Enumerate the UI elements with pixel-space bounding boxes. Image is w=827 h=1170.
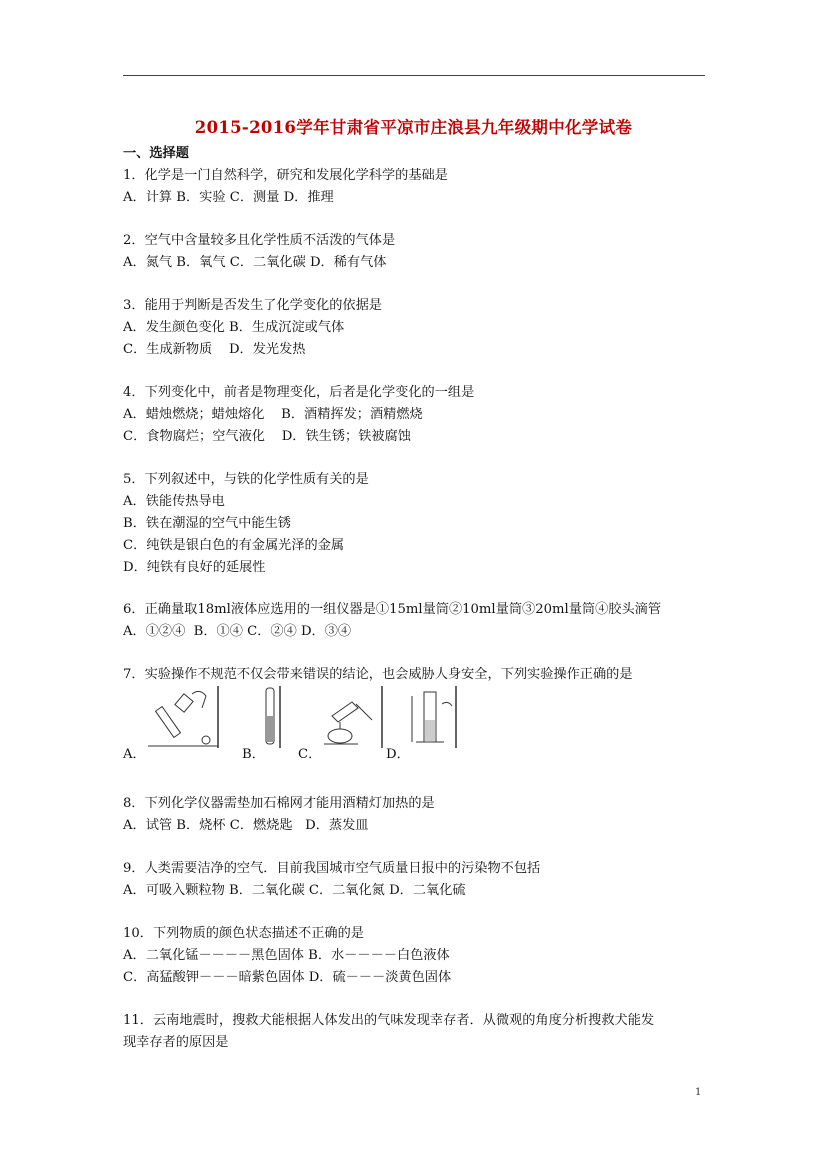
- question-4-options-cd: C．食物腐烂；空气液化 D．铁生锈；铁被腐蚀: [123, 429, 411, 444]
- question-10-options-ab: A．二氧化锰－－－－黑色固体 B．水－－－－白色液体: [123, 948, 450, 963]
- figure-c-alcohol-lamp: [318, 686, 384, 748]
- question-5-stem: 5．下列叙述中，与铁的化学性质有关的是: [123, 472, 369, 487]
- q7-label-c: C．: [298, 747, 322, 762]
- question-5-option-c: C．纯铁是银白色的有金属光泽的金属: [123, 538, 345, 553]
- page-number: 1: [695, 1087, 702, 1098]
- question-8-options: A．试管 B．烧杯 C．燃烧匙 D．蒸发皿: [123, 818, 369, 833]
- question-3-stem: 3．能用于判断是否发生了化学变化的依据是: [123, 298, 382, 313]
- question-5-option-b: B．铁在潮湿的空气中能生锈: [123, 516, 291, 531]
- section-heading: 一、选择题: [123, 146, 189, 161]
- question-9-stem: 9．人类需要洁净的空气．目前我国城市空气质量日报中的污染物不包括: [123, 861, 541, 876]
- question-5-option-a: A．铁能传热导电: [123, 494, 225, 509]
- question-9-options: A．可吸入颗粒物 B．二氧化碳 C．二氧化氮 D．二氧化硫: [123, 883, 466, 898]
- question-1-stem: 1．化学是一门自然科学，研究和发展化学科学的基础是: [123, 168, 448, 183]
- question-10-options-cd: C．高猛酸钾－－－暗紫色固体 D．硫－－－淡黄色固体: [123, 970, 452, 985]
- question-10-stem: 10．下列物质的颜色状态描述不正确的是: [123, 926, 364, 941]
- question-5-option-d: D．纯铁有良好的延展性: [123, 560, 266, 575]
- question-6-stem: 6．正确量取18ml液体应选用的一组仪器是①15ml量筒②10ml量筒③20ml量筒④胶头滴管: [123, 602, 662, 617]
- question-11-stem: 11．云南地震时，搜救犬能根据人体发出的气味发现幸存者．从微观的角度分析搜救犬能发: [123, 1013, 655, 1028]
- figure-d-graduated-cylinder: [402, 686, 458, 748]
- question-3-options-cd: C．生成新物质 D．发光发热: [123, 342, 306, 357]
- question-7-stem: 7．实验操作不规范不仅会带来错误的结论，也会威胁人身安全，下列实验操作正确的是: [123, 667, 633, 682]
- question-11-stem-cont: 现幸存者的原因是: [123, 1035, 229, 1050]
- q7-label-a: A．: [123, 747, 146, 762]
- question-6-options: A．①②④ B．①④ C．②④ D．③④: [123, 624, 352, 639]
- question-2-stem: 2．空气中含量较多且化学性质不活泼的气体是: [123, 233, 396, 248]
- question-1-options: A．计算 B．实验 C．测量 D．推理: [123, 190, 334, 205]
- question-8-stem: 8．下列化学仪器需垫加石棉网才能用酒精灯加热的是: [123, 796, 435, 811]
- page-title: 2015-2016学年甘肃省平凉市庄浪县九年级期中化学试卷: [194, 118, 633, 137]
- question-4-stem: 4．下列变化中，前者是物理变化，后者是化学变化的一组是: [123, 385, 475, 400]
- header-rule: [123, 75, 705, 76]
- question-2-options: A．氮气 B．氧气 C．二氧化碳 D．稀有气体: [123, 255, 387, 270]
- q7-label-b: B．: [242, 747, 265, 762]
- figure-b-test-tube: [258, 686, 282, 748]
- question-4-options-ab: A．蜡烛燃烧；蜡烛熔化 B．酒精挥发；酒精燃烧: [123, 407, 423, 422]
- q7-label-d: D．: [386, 747, 410, 762]
- figure-a-test-tube-pouring: [140, 686, 220, 748]
- question-3-options-ab: A．发生颜色变化 B．生成沉淀或气体: [123, 320, 345, 335]
